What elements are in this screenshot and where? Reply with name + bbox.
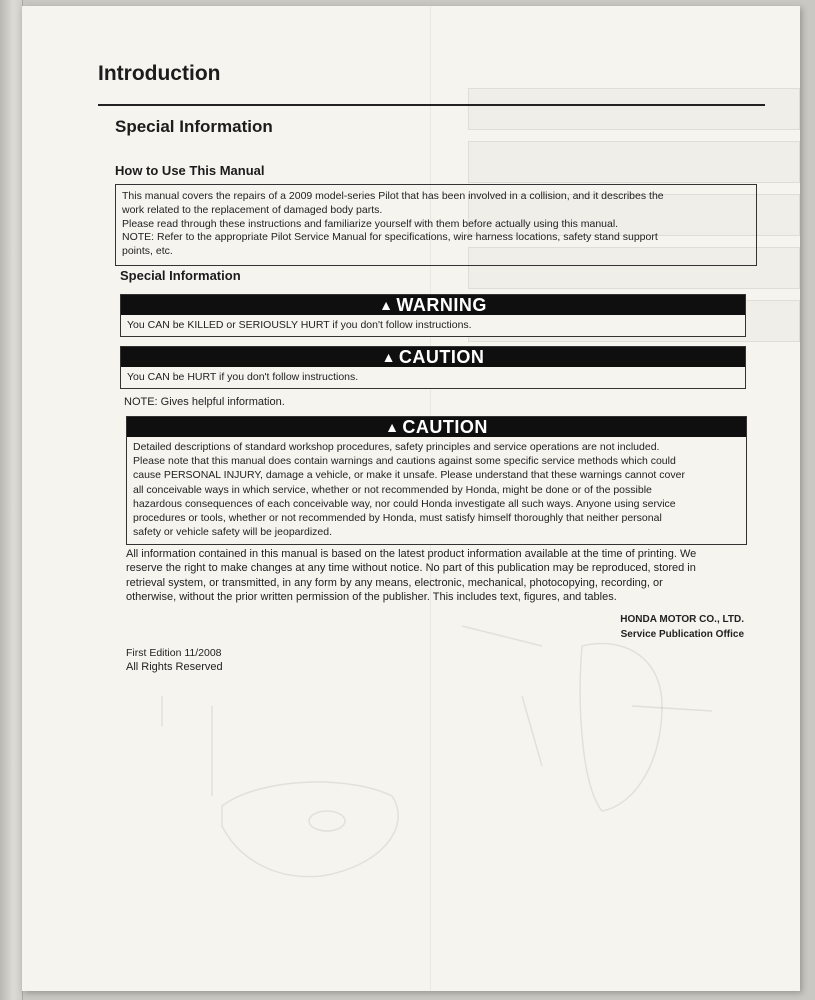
page-content xyxy=(22,6,800,991)
publisher-office: Service Publication Office xyxy=(620,629,744,640)
caution-disclaimer-line: Detailed descriptions of standard workshop procedures, safety principles and service operations are not included. xyxy=(133,441,660,453)
warning-triangle-icon: ▲ xyxy=(379,297,394,313)
caution-box xyxy=(120,346,746,389)
info-line: otherwise, without the prior written permission of the publisher. This includes text, figures, and tables. xyxy=(126,590,617,603)
how-to-heading: How to Use This Manual xyxy=(115,163,265,178)
caution-disclaimer-line: Please note that this manual does contain warnings and cautions against some specific service methods which could xyxy=(133,455,676,468)
note-text: NOTE: Gives helpful information. xyxy=(124,396,285,408)
warning-label: WARNING xyxy=(396,295,487,315)
caution-disclaimer-box xyxy=(126,416,747,545)
caution-triangle-icon: ▲ xyxy=(385,419,400,435)
how-to-line: This manual covers the repairs of a 2009 model-series Pilot that has been involved in a collision, and it describes the xyxy=(122,190,664,202)
caution-text: You CAN be HURT if you don't follow instructions. xyxy=(127,371,359,383)
caution-triangle-icon: ▲ xyxy=(381,349,396,365)
warning-text: You CAN be KILLED or SERIOUSLY HURT if you don't follow instructions. xyxy=(127,319,472,331)
how-to-line: NOTE: Refer to the appropriate Pilot Service Manual for specifications, wire harness locations, safety stand support xyxy=(122,231,658,244)
publisher-company: HONDA MOTOR CO., LTD. xyxy=(620,614,744,625)
publisher-block xyxy=(620,612,744,642)
first-edition: First Edition 11/2008 xyxy=(126,647,222,659)
caution-disclaimer-label: CAUTION xyxy=(402,417,488,437)
warning-header xyxy=(121,295,745,315)
how-to-line: points, etc. xyxy=(122,245,173,258)
info-paragraph xyxy=(126,547,752,604)
section-title: Introduction xyxy=(98,62,221,85)
manual-page xyxy=(22,6,800,991)
subsection-title: Special Information xyxy=(115,117,273,136)
caution-disclaimer-line: safety or vehicle safety will be jeopardized. xyxy=(133,526,333,539)
warning-box xyxy=(120,294,746,337)
caution-disclaimer-line: cause PERSONAL INJURY, damage a vehicle, or make it unsafe. Please understand that these warnings cannot cover xyxy=(133,469,685,482)
info-line: reserve the right to make changes at any time without notice. No part of this publication may be reproduced, stored in xyxy=(126,562,696,575)
all-rights-reserved: All Rights Reserved xyxy=(126,661,223,673)
caution-header xyxy=(121,347,745,367)
caution-label: CAUTION xyxy=(398,347,485,367)
title-rule xyxy=(98,104,765,106)
caution-disclaimer-text xyxy=(127,437,746,544)
caution-disclaimer-header xyxy=(127,417,746,437)
edition-block xyxy=(126,646,223,674)
caution-disclaimer-line: hazardous consequences of each conceivable way, nor could Honda investigate all such ways. Anyone using service xyxy=(133,497,676,510)
caution-disclaimer-line: all conceivable ways in which service, whether or not recommended by Honda, might be done or of the possible xyxy=(133,483,652,496)
how-to-line: work related to the replacement of damaged body parts. xyxy=(122,203,383,216)
adjacent-page-edge xyxy=(0,0,23,1000)
caution-disclaimer-line: procedures or tools, whether or not recommended by Honda, must satisfy himself thoroughly that neither personal xyxy=(133,512,662,525)
how-to-box xyxy=(115,184,757,266)
special-info-heading: Special Information xyxy=(120,268,241,283)
how-to-line: Please read through these instructions and familiarize yourself with them before actually using this manual. xyxy=(122,217,619,230)
info-line: retrieval system, or transmitted, in any form by any means, electronic, mechanical, photocopying, recording, or xyxy=(126,576,663,589)
info-line: All information contained in this manual is based on the latest product information available at the time of printing. We xyxy=(126,548,697,560)
